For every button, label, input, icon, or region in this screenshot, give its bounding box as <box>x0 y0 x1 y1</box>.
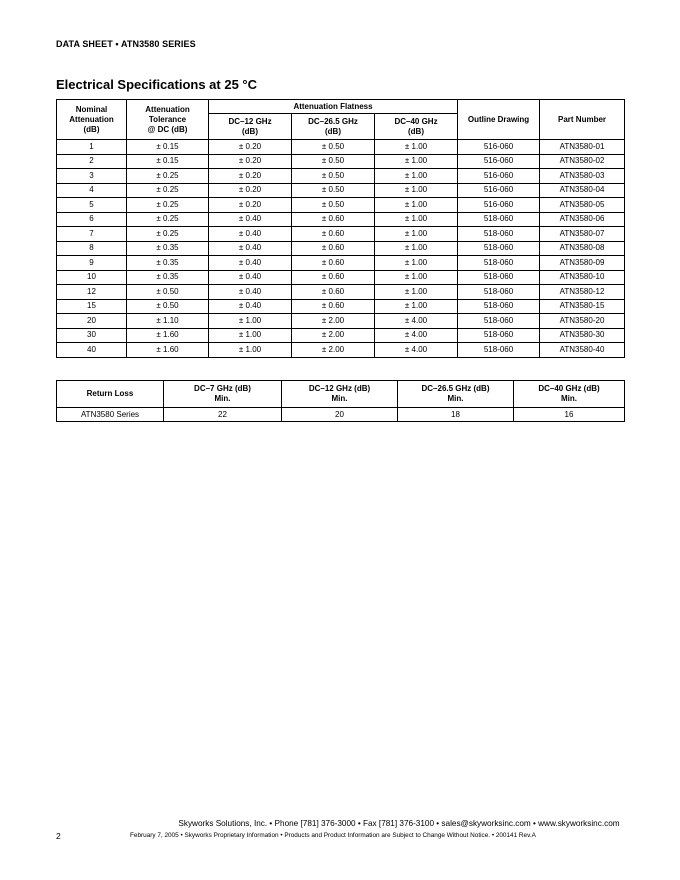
flatness-dc265-cell: ± 2.00 <box>292 343 375 358</box>
header-attenuation-flatness: Attenuation Flatness <box>209 100 458 114</box>
flatness-dc40-cell: ± 1.00 <box>375 270 458 285</box>
flatness-dc12-cell: ± 0.20 <box>209 169 292 184</box>
electrical-specs-table <box>56 99 625 358</box>
flatness-dc265-cell: ± 0.50 <box>292 154 375 169</box>
tolerance-cell: ± 0.35 <box>127 256 209 271</box>
flatness-dc40-cell: ± 1.00 <box>375 198 458 213</box>
flatness-dc40-cell: ± 1.00 <box>375 154 458 169</box>
nominal-attenuation-cell: 3 <box>57 169 127 184</box>
flatness-dc40-cell: ± 1.00 <box>375 212 458 227</box>
header-rl-dc-40ghz: DC–40 GHz (dB) Min. <box>514 381 625 408</box>
nominal-attenuation-cell: 30 <box>57 328 127 343</box>
tolerance-cell: ± 0.35 <box>127 241 209 256</box>
nominal-attenuation-cell: 1 <box>57 140 127 155</box>
nominal-attenuation-cell: 7 <box>57 227 127 242</box>
flatness-dc12-cell: ± 0.40 <box>209 299 292 314</box>
flatness-dc265-cell: ± 0.60 <box>292 270 375 285</box>
nominal-attenuation-cell: 6 <box>57 212 127 227</box>
table-row <box>57 140 625 155</box>
rl-dc40-value: 16 <box>514 408 625 422</box>
table-row <box>57 256 625 271</box>
part-number-cell: ATN3580-03 <box>540 169 625 184</box>
header-rl-dc-12ghz: DC–12 GHz (dB) Min. <box>282 381 398 408</box>
tolerance-cell: ± 0.25 <box>127 183 209 198</box>
flatness-dc265-cell: ± 2.00 <box>292 314 375 329</box>
part-number-cell: ATN3580-20 <box>540 314 625 329</box>
header-part-number: Part Number <box>540 100 625 140</box>
flatness-dc265-cell: ± 0.60 <box>292 212 375 227</box>
outline-drawing-cell: 518-060 <box>458 299 540 314</box>
flatness-dc40-cell: ± 1.00 <box>375 140 458 155</box>
table-row <box>57 408 625 422</box>
flatness-dc265-cell: ± 0.50 <box>292 183 375 198</box>
flatness-dc12-cell: ± 0.40 <box>209 227 292 242</box>
part-number-cell: ATN3580-12 <box>540 285 625 300</box>
tolerance-cell: ± 0.50 <box>127 285 209 300</box>
flatness-dc40-cell: ± 1.00 <box>375 256 458 271</box>
flatness-dc12-cell: ± 0.40 <box>209 270 292 285</box>
table-row <box>57 241 625 256</box>
flatness-dc12-cell: ± 1.00 <box>209 314 292 329</box>
outline-drawing-cell: 518-060 <box>458 343 540 358</box>
flatness-dc265-cell: ± 0.60 <box>292 285 375 300</box>
flatness-dc12-cell: ± 0.20 <box>209 140 292 155</box>
table-row <box>57 154 625 169</box>
flatness-dc12-cell: ± 0.20 <box>209 183 292 198</box>
outline-drawing-cell: 518-060 <box>458 270 540 285</box>
table-row <box>57 299 625 314</box>
tolerance-cell: ± 0.25 <box>127 198 209 213</box>
flatness-dc265-cell: ± 0.60 <box>292 241 375 256</box>
tolerance-cell: ± 1.60 <box>127 328 209 343</box>
flatness-dc40-cell: ± 1.00 <box>375 299 458 314</box>
rl-dc12-value: 20 <box>282 408 398 422</box>
table-row <box>57 343 625 358</box>
rl-dc7-value: 22 <box>164 408 282 422</box>
flatness-dc265-cell: ± 0.50 <box>292 169 375 184</box>
outline-drawing-cell: 516-060 <box>458 140 540 155</box>
table-row <box>57 270 625 285</box>
flatness-dc12-cell: ± 1.00 <box>209 328 292 343</box>
footer-contact-line: Skyworks Solutions, Inc. • Phone [781] 376-3000 • Fax [781] 376-3100 • sales@skyworksinc.com • www.skyworksinc.com <box>178 819 620 828</box>
table-row <box>57 227 625 242</box>
tolerance-cell: ± 0.25 <box>127 169 209 184</box>
tolerance-cell: ± 0.15 <box>127 140 209 155</box>
header-dc-26-5ghz: DC–26.5 GHz (dB) <box>292 114 375 140</box>
flatness-dc40-cell: ± 1.00 <box>375 285 458 300</box>
flatness-dc265-cell: ± 0.50 <box>292 140 375 155</box>
table-row <box>57 198 625 213</box>
tolerance-cell: ± 0.25 <box>127 227 209 242</box>
outline-drawing-cell: 516-060 <box>458 183 540 198</box>
part-number-cell: ATN3580-06 <box>540 212 625 227</box>
nominal-attenuation-cell: 4 <box>57 183 127 198</box>
flatness-dc40-cell: ± 1.00 <box>375 241 458 256</box>
flatness-dc12-cell: ± 0.40 <box>209 285 292 300</box>
tolerance-cell: ± 1.10 <box>127 314 209 329</box>
flatness-dc12-cell: ± 0.40 <box>209 241 292 256</box>
flatness-dc12-cell: ± 1.00 <box>209 343 292 358</box>
flatness-dc265-cell: ± 0.60 <box>292 256 375 271</box>
outline-drawing-cell: 516-060 <box>458 154 540 169</box>
tolerance-cell: ± 0.25 <box>127 212 209 227</box>
flatness-dc265-cell: ± 2.00 <box>292 328 375 343</box>
table-row <box>57 212 625 227</box>
outline-drawing-cell: 518-060 <box>458 328 540 343</box>
part-number-cell: ATN3580-02 <box>540 154 625 169</box>
nominal-attenuation-cell: 20 <box>57 314 127 329</box>
flatness-dc40-cell: ± 1.00 <box>375 227 458 242</box>
nominal-attenuation-cell: 5 <box>57 198 127 213</box>
table-row <box>57 328 625 343</box>
footer-legal-line: February 7, 2005 • Skyworks Proprietary Information • Products and Product Information are Subject to Change Without Notice. • 200141 Rev.A <box>130 832 536 839</box>
flatness-dc40-cell: ± 1.00 <box>375 169 458 184</box>
flatness-dc40-cell: ± 4.00 <box>375 314 458 329</box>
outline-drawing-cell: 518-060 <box>458 314 540 329</box>
table-row <box>57 314 625 329</box>
section-title: Electrical Specifications at 25 °C <box>56 77 258 92</box>
header-attenuation-tolerance: Attenuation Tolerance @ DC (dB) <box>127 100 209 140</box>
table-row <box>57 183 625 198</box>
document-header: DATA SHEET • ATN3580 SERIES <box>56 39 196 49</box>
header-nominal-attenuation: Nominal Attenuation (dB) <box>57 100 127 140</box>
flatness-dc265-cell: ± 0.50 <box>292 198 375 213</box>
header-return-loss: Return Loss <box>57 381 164 408</box>
nominal-attenuation-cell: 2 <box>57 154 127 169</box>
tolerance-cell: ± 0.50 <box>127 299 209 314</box>
outline-drawing-cell: 518-060 <box>458 285 540 300</box>
flatness-dc12-cell: ± 0.20 <box>209 198 292 213</box>
flatness-dc40-cell: ± 4.00 <box>375 328 458 343</box>
part-number-cell: ATN3580-01 <box>540 140 625 155</box>
rl-dc265-value: 18 <box>398 408 514 422</box>
flatness-dc12-cell: ± 0.40 <box>209 212 292 227</box>
part-number-cell: ATN3580-05 <box>540 198 625 213</box>
nominal-attenuation-cell: 8 <box>57 241 127 256</box>
page-number: 2 <box>56 831 61 841</box>
part-number-cell: ATN3580-07 <box>540 227 625 242</box>
part-number-cell: ATN3580-30 <box>540 328 625 343</box>
flatness-dc265-cell: ± 0.60 <box>292 227 375 242</box>
part-number-cell: ATN3580-10 <box>540 270 625 285</box>
flatness-dc12-cell: ± 0.40 <box>209 256 292 271</box>
nominal-attenuation-cell: 40 <box>57 343 127 358</box>
part-number-cell: ATN3580-04 <box>540 183 625 198</box>
tolerance-cell: ± 0.15 <box>127 154 209 169</box>
outline-drawing-cell: 518-060 <box>458 256 540 271</box>
nominal-attenuation-cell: 10 <box>57 270 127 285</box>
flatness-dc40-cell: ± 1.00 <box>375 183 458 198</box>
header-outline-drawing: Outline Drawing <box>458 100 540 140</box>
nominal-attenuation-cell: 12 <box>57 285 127 300</box>
header-rl-dc-26-5ghz: DC–26.5 GHz (dB) Min. <box>398 381 514 408</box>
nominal-attenuation-cell: 9 <box>57 256 127 271</box>
header-dc-12ghz: DC–12 GHz (dB) <box>209 114 292 140</box>
header-dc-40ghz: DC–40 GHz (dB) <box>375 114 458 140</box>
part-number-cell: ATN3580-40 <box>540 343 625 358</box>
tolerance-cell: ± 1.60 <box>127 343 209 358</box>
flatness-dc265-cell: ± 0.60 <box>292 299 375 314</box>
flatness-dc12-cell: ± 0.20 <box>209 154 292 169</box>
rl-series-cell: ATN3580 Series <box>57 408 164 422</box>
tolerance-cell: ± 0.35 <box>127 270 209 285</box>
outline-drawing-cell: 516-060 <box>458 169 540 184</box>
outline-drawing-cell: 518-060 <box>458 227 540 242</box>
nominal-attenuation-cell: 15 <box>57 299 127 314</box>
return-loss-table <box>56 380 625 422</box>
part-number-cell: ATN3580-15 <box>540 299 625 314</box>
table-row <box>57 285 625 300</box>
outline-drawing-cell: 516-060 <box>458 198 540 213</box>
outline-drawing-cell: 518-060 <box>458 212 540 227</box>
part-number-cell: ATN3580-09 <box>540 256 625 271</box>
part-number-cell: ATN3580-08 <box>540 241 625 256</box>
header-rl-dc-7ghz: DC–7 GHz (dB) Min. <box>164 381 282 408</box>
flatness-dc40-cell: ± 4.00 <box>375 343 458 358</box>
table-row <box>57 169 625 184</box>
outline-drawing-cell: 518-060 <box>458 241 540 256</box>
